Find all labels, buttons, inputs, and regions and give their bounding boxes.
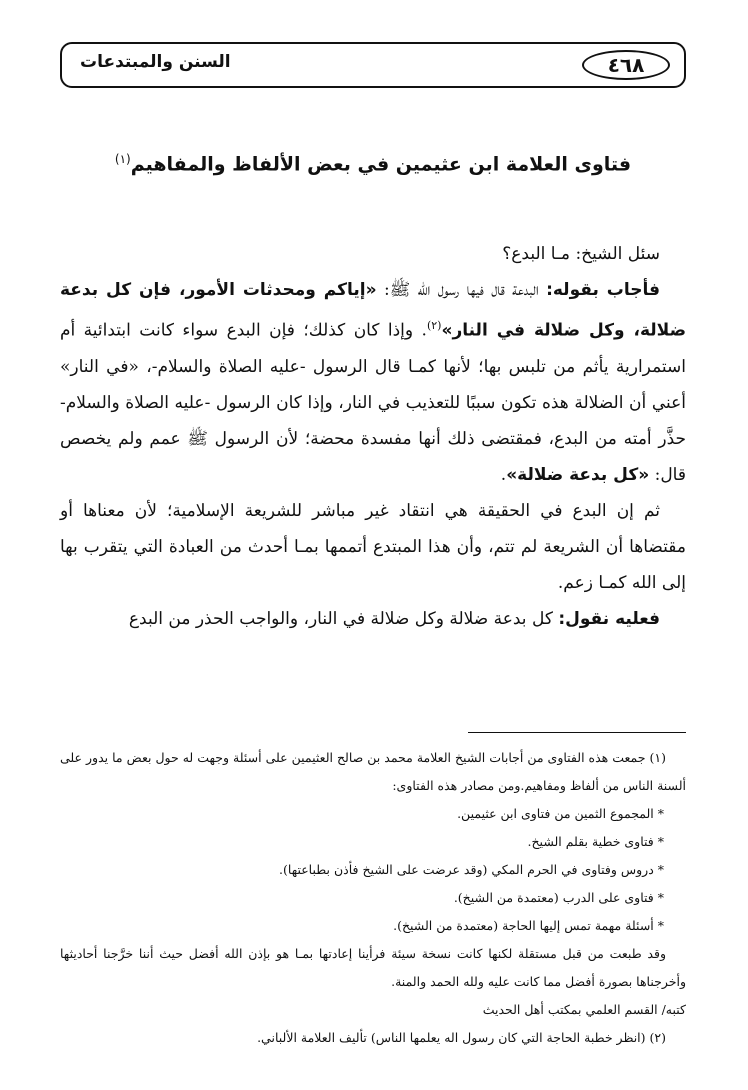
answer-footnote-ref: (٢) — [426, 319, 442, 332]
answer-lead: فأجاب بقوله: — [546, 280, 661, 300]
footnote-source-item: * دروس وفتاوى في الحرم المكي (وقد عرضت على الشيخ فأذن بطباعتها). — [279, 862, 664, 877]
hadith-quote: «إياكم ومحدثات الأمور، فإن كل بدعة ضلالة، وكل ضلالة في النار» — [60, 280, 687, 341]
printing-note: وقد طبعت من قبل مستقلة لكنها كانت نسخة سيئة فرأينا إعادتها بمـا هو بإذن الله أفضل حيث أننا خرَّجنا أحاديثها وأخرجناها بصورة أفضل مما كانت عليه ولله الحمد والمنة. — [60, 946, 686, 989]
article-title-text: فتاوى العلامة ابن عثيمين في بعض الألفاظ والمفاهيم — [130, 153, 632, 176]
footnote-2: (٢) (انظر خطبة الحاجة التي كان رسول اله يعلمها الناس) تأليف العلامة الألباني. — [257, 1030, 666, 1045]
footnote-source-item: * فتاوى على الدرب (معتمدة من الشيخ). — [453, 890, 664, 905]
paragraph-2: ثم إن البدع في الحقيقة هي انتقاد غير مباشر للشريعة الإسلامية؛ لأن معناها أو مقتضاها أن الشريعة لم تتم، وأن هذا المبتدع أتممها بمـا أحدث من العبادة التي يتقرب بها إلى الله كمـا زعم. — [60, 500, 686, 593]
page-number-badge — [582, 50, 670, 80]
question-paragraph: سئل الشيخ: مـا البدع؟ — [502, 244, 660, 264]
footnote-divider — [468, 732, 686, 733]
article-title — [60, 152, 686, 175]
footnotes — [60, 744, 686, 1052]
footnote-source-item: * المجموع الثمين من فتاوى ابن عثيمين. — [457, 806, 664, 821]
answer-paragraph — [60, 272, 686, 493]
hadith-quote-2: «كل بدعة ضلالة» — [506, 464, 650, 485]
answer-text-2: . وإذا كان كذلك؛ فإن البدع سواء كانت ابتدائية أم استمرارية يأثم من تلبس بها؛ لأنها كمـا قال الرسول -عليه الصلاة والسلام-، «في النار» أعني أن الضلالة هذه تكون سببًا للتعذيب في النار، وإذا كان الرسول -عليه الصلاة والسلام- حذَّر أمته من البدع، فمقتضى ذلك أنها مفسدة محضة؛ لأن الرسول ﷺ عمم ولم يخصص قال: — [60, 320, 686, 485]
footnote-source-item: * فتاوى خطية بقلم الشيخ. — [527, 834, 664, 849]
credit-line — [60, 996, 686, 1024]
para3-text: كل بدعة ضلالة وكل ضلالة في النار، والواجب الحذر من البدع — [128, 608, 559, 629]
page-number: ٤٦٨ — [607, 53, 645, 77]
footnote-1-intro: (١) جمعت هذه الفتاوى من أجابات الشيخ العلامة محمد بن صالح العثيمين على أسئلة وجهت له حول بعض ما يدور على ألسنة الناس من ألفاظ ومفاهيم.ومن مصادر هذه الفتاوى: — [60, 750, 686, 793]
title-footnote-ref: (١) — [114, 152, 131, 166]
para3-lead: فعليه نقول: — [558, 608, 660, 629]
answer-text-1: البدعة قال فيها رسول الله ﷺ: — [376, 280, 547, 300]
article-body — [60, 236, 686, 637]
credit-text: كتبه/ القسم العلمي بمكتب أهل الحديث — [482, 1002, 686, 1017]
answer-end: . — [500, 464, 507, 485]
running-head-title: السنن والمبتدعات — [80, 52, 231, 72]
page-header — [60, 42, 686, 88]
paragraph-3 — [60, 601, 686, 637]
footnote-source-item: * أسئلة مهمة تمس إليها الحاجة (معتمدة من الشيخ). — [393, 918, 664, 933]
